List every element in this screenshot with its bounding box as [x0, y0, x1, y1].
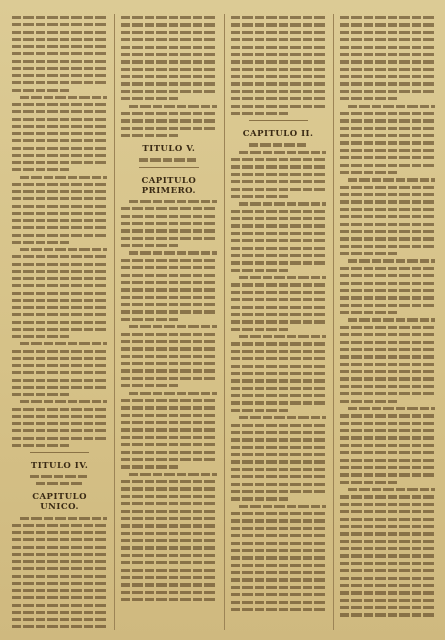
- section-title: TITULO IV.: [30, 460, 89, 471]
- text-columns: [12, 14, 435, 630]
- column-3: [224, 14, 326, 630]
- chapter-title: CAPITULO II.: [242, 129, 314, 140]
- chapter-title: CAPITULO UNICO.: [32, 492, 88, 513]
- chapter-title: CAPITULO PRIMERO.: [141, 175, 197, 196]
- section-title: TITULO V.: [142, 144, 196, 155]
- column-4: [333, 14, 435, 630]
- column-2: [114, 14, 216, 630]
- column-1: [12, 14, 107, 630]
